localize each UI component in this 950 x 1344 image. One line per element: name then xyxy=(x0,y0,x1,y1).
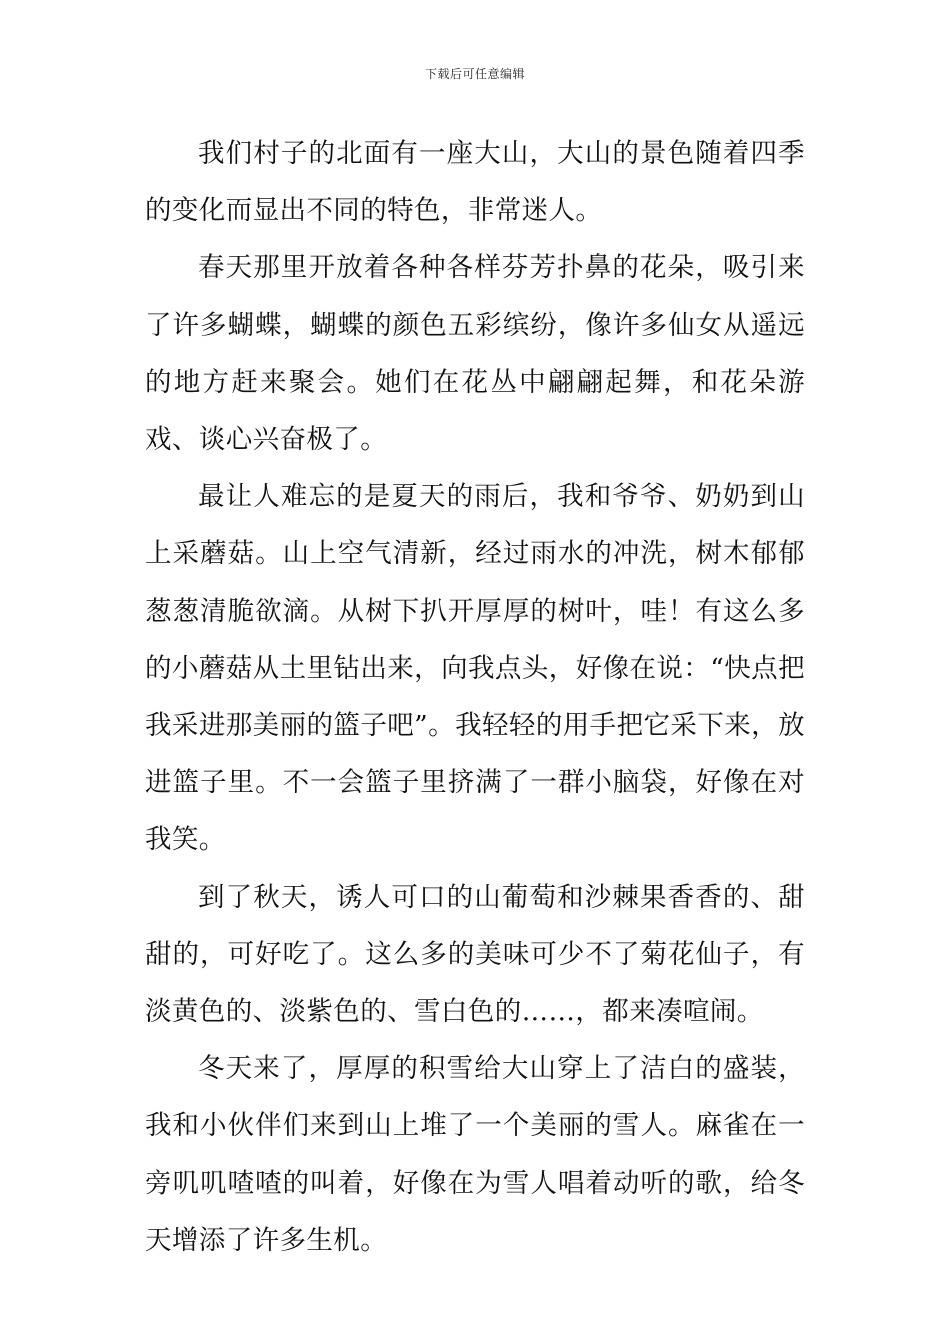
paragraph-winter: 冬天来了，厚厚的积雪给大山穿上了洁白的盛装，我和小伙伴们来到山上堆了一个美丽的雪人。麻雀在一旁叽叽喳喳的叫着，好像在为雪人唱着动听的歌，给冬天增添了许多生机。 xyxy=(145,1053,805,1256)
page-header: 下载后可任意编辑 xyxy=(424,67,525,81)
paragraph-spring: 春天那里开放着各种各样芬芳扑鼻的花朵，吸引来了许多蝴蝶，蝴蝶的颜色五彩缤纷，像许多仙女从遥远的地方赶来聚会。她们在花丛中翩翩起舞，和花朵游戏、谈心兴奋极了。 xyxy=(145,252,805,456)
document-body xyxy=(145,125,805,1269)
paragraph-autumn: 到了秋天，诱人可口的山葡萄和沙棘果香香的、甜甜的，可好吃了。这么多的美味可少不了菊花仙子，有淡黄色的、淡紫色的、雪白色的……，都来凑喧闹。 xyxy=(145,881,805,1028)
paragraph-summer: 最让人难忘的是夏天的雨后，我和爷爷、奶奶到山上采蘑菇。山上空气清新，经过雨水的冲洗，树木郁郁葱葱清脆欲滴。从树下扒开厚厚的树叶，哇！有这么多的小蘑菇从土里钻出来，向我点头，好像在说：“快点把我采进那美丽的篮子吧”。我轻轻的用手把它采下来，放进篮子里。不一会篮子里挤满了一群小脑袋，好像在对我笑。 xyxy=(145,481,805,856)
paragraph-intro: 我们村子的北面有一座大山，大山的景色随着四季的变化而显出不同的特色，非常迷人。 xyxy=(145,138,805,227)
